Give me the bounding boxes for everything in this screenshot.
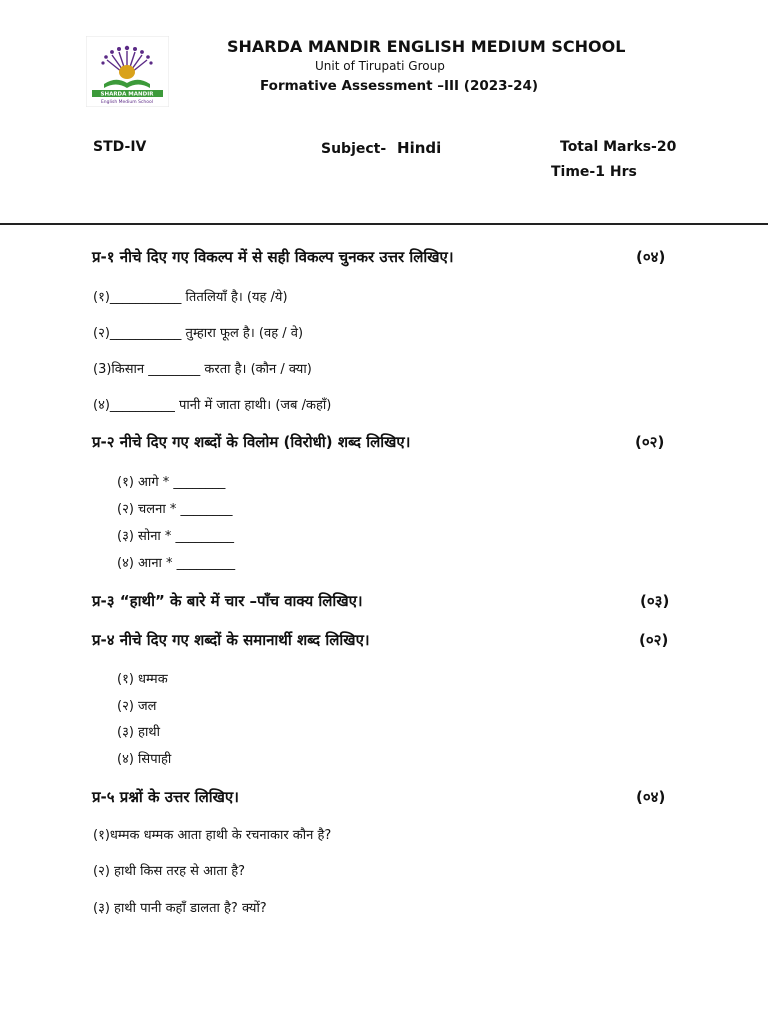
question-2-title: प्र-२ नीचे दिए गए शब्दों के विलोम (विरोधी) शब्द लिखिए। xyxy=(92,433,411,451)
question-4-item-1: (१) धम्मक xyxy=(117,672,168,687)
exam-name: Formative Assessment –III (2023-24) xyxy=(260,78,539,94)
question-5-item-1: (१)धम्मक धम्मक आता हाथी के रचनाकार कौन है? xyxy=(93,828,332,843)
question-2-item-4: (४) आना * _________ xyxy=(117,556,236,571)
question-3-title: प्र-३ “हाथी” के बारे में चार –पाँच वाक्य लिखिए। xyxy=(92,592,363,610)
logo-text-line2: English Medium School xyxy=(100,100,154,105)
total-marks: Total Marks-20 xyxy=(560,139,677,155)
question-1-item-3: (3)किसान ________ करता है। (कौन / क्या) xyxy=(93,362,312,377)
time-allowed: Time-1 Hrs xyxy=(551,164,637,180)
question-1-item-2: (२)___________ तुम्हारा फूल है। (वह / वे) xyxy=(93,326,304,341)
question-4-marks: (०२) xyxy=(639,631,669,649)
question-2-item-1: (१) आगे * ________ xyxy=(117,475,226,490)
question-5-item-3: (३) हाथी पानी कहाँ डालता है? क्यों? xyxy=(93,901,267,916)
question-5-item-2: (२) हाथी किस तरह से आता है? xyxy=(93,864,246,879)
question-2-item-3: (३) सोना * _________ xyxy=(117,529,235,544)
school-logo xyxy=(86,36,169,107)
unit-name: Unit of Tirupati Group xyxy=(315,59,445,73)
school-logo-emblem xyxy=(86,36,169,107)
question-3-marks: (०३) xyxy=(640,592,670,610)
question-1-marks: (०४) xyxy=(636,248,666,266)
question-4-title: प्र-४ नीचे दिए गए शब्दों के समानार्थी शब्द लिखिए। xyxy=(92,631,370,649)
question-1-title: प्र-१ नीचे दिए गए विकल्प में से सही विकल्प चुनकर उत्तर लिखिए। xyxy=(92,248,454,266)
school-name: SHARDA MANDIR ENGLISH MEDIUM SCHOOL xyxy=(227,37,626,56)
question-1-item-1: (१)___________ तितलियाँ है। (यह /ये) xyxy=(93,290,288,305)
question-4-item-3: (३) हाथी xyxy=(117,725,160,740)
question-2-marks: (०२) xyxy=(635,433,665,451)
std-label: STD-IV xyxy=(93,139,147,155)
question-2-item-2: (२) चलना * ________ xyxy=(117,502,233,517)
question-4-item-4: (४) सिपाही xyxy=(117,752,172,767)
question-4-item-2: (२) जल xyxy=(117,699,157,714)
subject-prefix: Subject- xyxy=(321,141,387,157)
subject-value: Hindi xyxy=(397,139,442,157)
question-1-item-4: (४)__________ पानी में जाता हाथी। (जब /कहाँ) xyxy=(93,398,332,413)
subject-label xyxy=(321,139,441,157)
header-divider xyxy=(0,223,768,225)
question-5-title: प्र-५ प्रश्नों के उत्तर लिखिए। xyxy=(92,788,239,806)
logo-text-line1: SHARDA MANDIR xyxy=(100,91,154,98)
question-5-marks: (०४) xyxy=(636,788,666,806)
